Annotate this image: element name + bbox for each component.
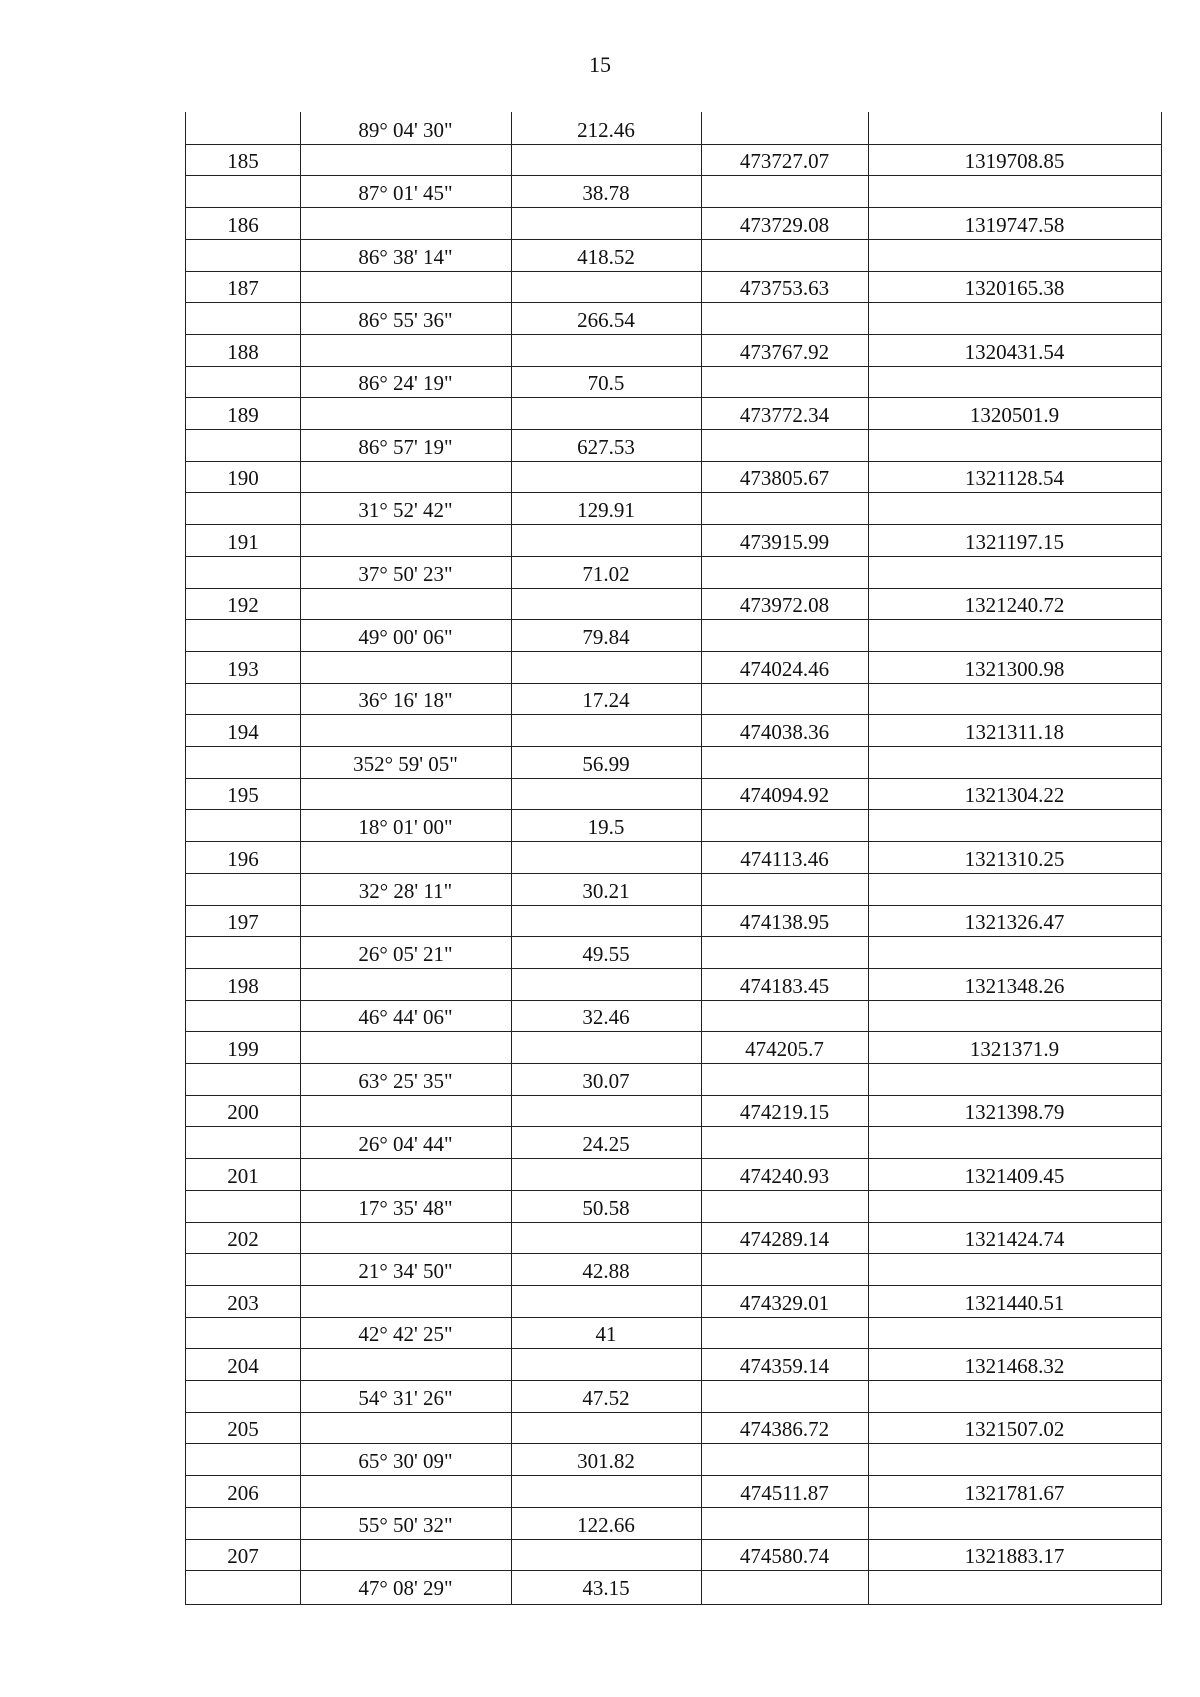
row-divider [186,1000,1161,1001]
cell-bearing: 54° 31' 26" [358,1385,453,1410]
row-divider [186,175,1161,176]
cell-bearing: 86° 57' 19" [358,434,453,459]
row-divider [186,1317,1161,1318]
cell-bearing: 26° 04' 44" [358,1132,453,1157]
cell-point: 192 [227,593,259,618]
row-divider [186,651,1161,652]
cell-point: 195 [227,783,259,808]
row-divider [186,1253,1161,1254]
cell-bearing: 65° 30' 09" [358,1449,453,1474]
cell-y: 1321507.02 [964,1417,1065,1442]
cell-point: 202 [227,1227,259,1252]
cell-x: 473753.63 [739,276,830,301]
cell-distance: 30.07 [582,1068,630,1093]
row-divider [186,366,1161,367]
cell-distance: 30.21 [582,878,630,903]
cell-bearing: 42° 42' 25" [358,1322,453,1347]
cell-point: 200 [227,1100,259,1125]
cell-x: 473729.08 [739,212,830,237]
row-divider [186,429,1161,430]
page-number: 15 [589,52,611,77]
cell-point: 203 [227,1290,259,1315]
cell-y: 1321300.98 [964,656,1065,681]
row-divider [186,873,1161,874]
cell-point: 190 [227,466,259,491]
row-divider [186,714,1161,715]
row-divider [186,144,1161,145]
row-divider [186,619,1161,620]
cell-distance: 47.52 [582,1385,630,1410]
cell-x: 474113.46 [740,846,829,871]
cell-y: 1321348.26 [964,973,1065,998]
cell-y: 1321883.17 [964,1544,1065,1569]
row-divider [186,334,1161,335]
cell-distance: 24.25 [582,1132,630,1157]
cell-x: 474138.95 [739,910,830,935]
cell-bearing: 49° 00' 06" [358,624,453,649]
cell-bearing: 352° 59' 05" [353,751,458,776]
cell-x: 473772.34 [739,403,830,427]
cell-y: 1321781.67 [964,1480,1065,1505]
cell-y: 1321424.74 [964,1227,1065,1252]
cell-point: 199 [227,1037,259,1061]
cell-bearing: 46° 44' 06" [358,1005,453,1030]
row-divider [186,556,1161,557]
row-divider [186,1475,1161,1476]
cell-y: 1321240.72 [964,593,1065,618]
cell-distance: 301.82 [577,1449,635,1474]
cell-bearing: 26° 05' 21" [358,941,453,966]
row-divider [186,1539,1161,1540]
row-divider [186,492,1161,493]
cell-bearing: 55° 50' 32" [358,1512,453,1537]
cell-bearing: 86° 55' 36" [358,307,453,332]
cell-point: 185 [227,149,259,174]
cell-point: 198 [227,973,259,998]
cell-x: 473972.08 [739,593,830,618]
cell-x: 474219.15 [739,1100,830,1125]
cell-distance: 418.52 [577,244,635,269]
row-divider [186,302,1161,303]
row-divider [186,683,1161,684]
cell-bearing: 47° 08' 29" [358,1575,453,1600]
row-divider [186,968,1161,969]
cell-distance: 70.5 [587,371,625,396]
cell-point: 193 [227,656,259,681]
traverse-table [185,112,1162,1605]
cell-distance: 627.53 [577,434,635,459]
cell-y: 1321409.45 [964,1163,1065,1188]
row-divider [186,461,1161,462]
row-divider [186,746,1161,747]
cell-bearing: 87° 01' 45" [358,181,453,206]
cell-point: 191 [227,529,259,554]
cell-point: 196 [227,846,259,871]
cell-y: 1321440.51 [964,1290,1065,1315]
cell-point: 206 [227,1480,259,1505]
cell-distance: 79.84 [582,624,630,649]
cell-point: 189 [227,403,259,427]
row-divider [186,1126,1161,1127]
cell-y: 1320501.9 [969,403,1060,427]
cell-distance: 212.46 [577,117,635,142]
row-divider [186,1570,1161,1571]
cell-bearing: 36° 16' 18" [358,688,453,713]
cell-distance: 41 [595,1322,617,1347]
row-divider [186,1443,1161,1444]
row-divider [186,841,1161,842]
cell-point: 194 [227,720,259,744]
cell-bearing: 86° 38' 14" [358,244,453,269]
cell-x: 474359.14 [739,1354,830,1378]
row-divider [186,524,1161,525]
cell-distance: 19.5 [587,815,625,840]
row-divider [186,1380,1161,1381]
cell-x: 474038.36 [739,720,830,744]
cell-x: 474511.87 [740,1480,829,1505]
cell-distance: 49.55 [582,941,630,966]
cell-y: 1321311.18 [965,720,1064,744]
cell-x: 473767.92 [739,339,830,364]
row-divider [186,1222,1161,1223]
cell-bearing: 31° 52' 42" [358,498,453,523]
cell-y: 1321310.25 [964,846,1065,871]
row-divider [186,1095,1161,1096]
cell-x: 474580.74 [739,1544,830,1569]
cell-point: 201 [227,1163,259,1188]
cell-y: 1320165.38 [964,276,1065,301]
cell-bearing: 89° 04' 30" [358,117,453,142]
cell-x: 474329.01 [739,1290,830,1315]
row-divider [186,1190,1161,1191]
cell-y: 1321128.54 [965,466,1064,491]
cell-point: 197 [227,910,259,935]
cell-x: 474240.93 [739,1163,830,1188]
row-divider [186,588,1161,589]
row-divider [186,397,1161,398]
cell-bearing: 37° 50' 23" [358,561,453,586]
cell-point: 207 [227,1544,259,1569]
cell-distance: 43.15 [582,1575,630,1600]
cell-bearing: 86° 24' 19" [358,371,453,396]
cell-distance: 38.78 [582,181,630,206]
cell-y: 1321197.15 [965,529,1064,554]
cell-bearing: 63° 25' 35" [358,1068,453,1093]
cell-y: 1321398.79 [964,1100,1065,1125]
row-divider [186,207,1161,208]
cell-distance: 266.54 [577,307,635,332]
cell-y: 1321304.22 [964,783,1065,808]
cell-y: 1321371.9 [969,1037,1060,1061]
cell-x: 473915.99 [739,529,830,554]
cell-x: 474094.92 [739,783,830,808]
cell-x: 474289.14 [739,1227,830,1252]
cell-bearing: 32° 28' 11" [358,878,453,903]
row-divider [186,271,1161,272]
cell-distance: 56.99 [582,751,630,776]
cell-x: 473727.07 [739,149,830,174]
cell-point: 188 [227,339,259,364]
cell-y: 1321468.32 [964,1354,1065,1378]
cell-bearing: 18° 01' 00" [358,815,453,840]
row-divider [186,1158,1161,1159]
cell-point: 205 [227,1417,259,1442]
row-divider [186,1507,1161,1508]
cell-bearing: 17° 35' 48" [358,1195,453,1220]
row-divider [186,1348,1161,1349]
row-divider [186,1031,1161,1032]
cell-x: 474183.45 [739,973,830,998]
cell-point: 204 [227,1354,259,1378]
cell-distance: 50.58 [582,1195,630,1220]
row-divider [186,1063,1161,1064]
cell-x: 474024.46 [739,656,830,681]
cell-x: 474205.7 [745,1037,824,1061]
row-divider [186,239,1161,240]
row-divider [186,905,1161,906]
cell-distance: 71.02 [582,561,630,586]
cell-distance: 42.88 [582,1258,630,1283]
row-divider [186,809,1161,810]
row-divider [186,936,1161,937]
cell-y: 1319747.58 [964,212,1065,237]
cell-distance: 122.66 [577,1512,635,1537]
row-divider [186,778,1161,779]
cell-distance: 129.91 [577,498,635,523]
cell-bearing: 21° 34' 50" [358,1258,453,1283]
cell-x: 474386.72 [739,1417,830,1442]
cell-distance: 17.24 [582,688,630,713]
row-divider [186,1412,1161,1413]
cell-y: 1319708.85 [964,149,1065,174]
cell-point: 186 [227,212,259,237]
cell-y: 1321326.47 [964,910,1065,935]
cell-y: 1320431.54 [964,339,1065,364]
cell-distance: 32.46 [582,1005,630,1030]
cell-point: 187 [227,276,259,301]
row-divider [186,1285,1161,1286]
cell-x: 473805.67 [739,466,830,491]
